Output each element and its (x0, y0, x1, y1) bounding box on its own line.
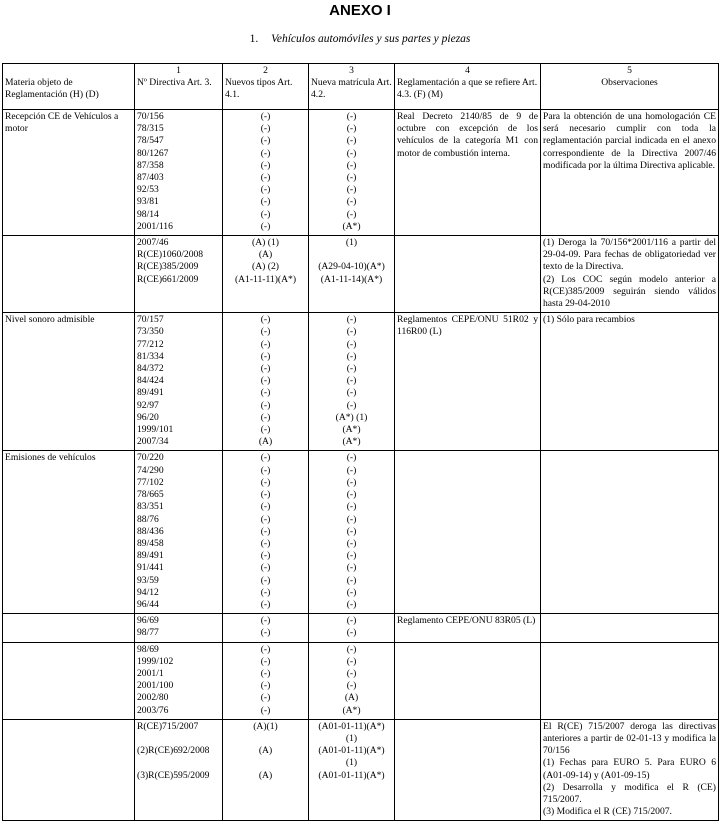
directive-number: 98/69 (137, 643, 159, 655)
directive-number: 94/12 (137, 586, 159, 598)
directive-cell (135, 236, 223, 313)
header-col5-label: Observaciones (601, 77, 658, 89)
directive-number: 2001/100 (137, 680, 174, 692)
subject-cell (3, 110, 135, 236)
directive-number: 78/315 (137, 123, 164, 135)
subject-text: Nivel sonoro admisible (5, 314, 95, 326)
new-types-cell (223, 313, 309, 451)
directive-number (137, 757, 220, 769)
directive-cell (135, 110, 223, 236)
new-registration-value: (-) (346, 655, 357, 667)
directive-number: 1999/102 (137, 655, 174, 667)
header-col1-number: 1 (176, 65, 181, 76)
table-row (3, 719, 719, 821)
directive-number: 2002/80 (137, 692, 169, 704)
directive-number (137, 733, 220, 745)
observation-text: (2) Los COC según modelo anterior a R(CE)385/2009 seguirán siendo válidos hasta 29-04-2010 (543, 273, 716, 310)
new-registration-value: (-) (346, 196, 357, 208)
observations-cell (541, 236, 719, 313)
new-types-value: (-) (260, 489, 271, 501)
new-types-value: (-) (260, 326, 271, 338)
header-observations (541, 64, 719, 110)
observation-text: (1) Fechas para EURO 5. Para EURO 6 (A01-09-14) y (A01-09-15) (543, 757, 716, 781)
regulation-cell (395, 110, 541, 236)
header-col4-number: 4 (465, 65, 470, 76)
directive-number: 2007/46 (137, 237, 169, 249)
new-registration-value: (-) (346, 338, 357, 350)
new-types-value: (-) (260, 172, 271, 184)
directive-number: 84/424 (137, 375, 164, 387)
new-registration-value: (A) (344, 692, 359, 704)
table-row (3, 110, 719, 236)
new-registration-value: (-) (346, 135, 357, 147)
new-registration-value: (A*) (342, 220, 361, 232)
new-types-value: (-) (260, 452, 271, 464)
new-types-value: (-) (260, 562, 271, 574)
new-registration-value: (-) (346, 172, 357, 184)
header-col3-label: Nueva matrícula Art. 4.2. (311, 77, 392, 101)
new-types-cell (223, 110, 309, 236)
new-registration-value: (-) (346, 387, 357, 399)
new-types-value: (-) (260, 598, 271, 610)
new-types-value: (-) (260, 208, 271, 220)
observation-text: (1) Sólo para recambios (543, 314, 635, 326)
new-types-value: (A) (258, 436, 273, 448)
observation-text: (3) Modifica el R (CE) 715/2007. (543, 806, 672, 818)
directive-number: 70/156 (137, 111, 164, 122)
new-types-value: (-) (260, 111, 271, 122)
directive-cell (135, 313, 223, 451)
header-col4-label: Reglamentación a que se refiere Art. 4.3. (F) (M) (397, 77, 538, 101)
directive-number: 91/441 (137, 562, 164, 574)
directive-number: R(CE)715/2007 (137, 720, 199, 732)
observations-cell (541, 451, 719, 614)
directive-cell (135, 451, 223, 614)
section-number: 1. (249, 33, 259, 45)
directive-number: 1999/101 (137, 424, 174, 436)
new-registration-value: (-) (346, 452, 357, 464)
directive-number: R(CE)661/2009 (137, 273, 199, 285)
directive-cell (135, 642, 223, 719)
new-types-value: (-) (260, 375, 271, 387)
new-registration-value: (1) (345, 237, 358, 249)
directive-number: 2003/76 (137, 704, 169, 716)
new-registration-value: (1) (345, 757, 358, 769)
regulation-text: Reglamento CEPE/ONU 83R05 (L) (397, 615, 536, 627)
directive-number: (3)R(CE)595/2009 (137, 769, 210, 781)
directive-number: 96/44 (137, 598, 159, 610)
header-col2-label: Nuevos tipos Art. 4.1. (225, 77, 293, 101)
directive-number: 2001/1 (137, 667, 164, 679)
new-registration-value: (-) (346, 399, 357, 411)
new-registration-cell (309, 236, 395, 313)
directive-number: R(CE)385/2009 (137, 261, 199, 273)
new-registration-value: (-) (346, 627, 357, 639)
header-regulation (395, 64, 541, 110)
new-registration-cell (309, 642, 395, 719)
new-registration-value: (-) (346, 489, 357, 501)
directive-number: 2007/34 (137, 436, 169, 448)
regulation-cell (395, 642, 541, 719)
new-registration-value: (A01-01-11)(A*) (318, 745, 385, 757)
new-registration-value: (-) (346, 111, 357, 122)
new-registration-value: (-) (346, 513, 357, 525)
directive-number: 89/491 (137, 387, 164, 399)
header-directive (135, 64, 223, 110)
header-subject (3, 64, 135, 110)
new-registration-value: (-) (346, 525, 357, 537)
subject-cell (3, 614, 135, 642)
new-types-value: (-) (260, 586, 271, 598)
directive-number: 88/76 (137, 513, 159, 525)
directive-number: 70/220 (137, 452, 164, 464)
new-registration-cell (309, 313, 395, 451)
table-row (3, 614, 719, 642)
directive-cell (135, 614, 223, 642)
header-new-registration (309, 64, 395, 110)
observations-cell (541, 110, 719, 236)
header-subject-label: Materia objeto de Reglamentación (H) (D) (5, 77, 99, 101)
new-types-value: (A) (258, 769, 273, 781)
directive-number: 77/212 (137, 338, 164, 350)
new-types-value: (-) (260, 387, 271, 399)
new-registration-value: (A*) (342, 424, 361, 436)
new-types-value: (-) (260, 537, 271, 549)
header-col2-number: 2 (263, 65, 268, 76)
new-types-value: (-) (260, 627, 271, 639)
new-types-value: (A) (258, 249, 273, 261)
regulation-text: Real Decreto 2140/85 de 9 de octubre con excepción de los vehículos de la categoría M1 con motor de combustión interna. (397, 111, 538, 159)
header-col1-label: Nº Directiva Art. 3. (137, 77, 212, 89)
directive-number: 77/102 (137, 476, 164, 488)
new-types-cell (223, 642, 309, 719)
new-types-value: (-) (260, 314, 271, 326)
new-types-cell (223, 236, 309, 313)
directive-number: 83/351 (137, 501, 164, 513)
observation-text: (1) Deroga la 70/156*2001/116 a partir del 29-04-09. Para fechas de obligatoriedad ver texto de la Directiva. (543, 237, 716, 273)
new-registration-value: (-) (346, 476, 357, 488)
directive-number: 92/97 (137, 399, 159, 411)
new-registration-value: (-) (346, 574, 357, 586)
new-types-value: (-) (260, 350, 271, 362)
new-types-value: (A) (258, 745, 273, 757)
new-registration-value (311, 249, 392, 261)
new-registration-value: (-) (346, 464, 357, 476)
new-registration-value: (-) (346, 208, 357, 220)
new-registration-value: (-) (346, 586, 357, 598)
new-registration-value: (A*) (1) (335, 411, 368, 423)
new-types-value: (-) (260, 513, 271, 525)
directive-number: 78/665 (137, 489, 164, 501)
new-types-value: (A) (1) (252, 237, 279, 249)
new-types-cell (223, 614, 309, 642)
new-registration-value: (-) (346, 680, 357, 692)
directive-cell (135, 719, 223, 821)
subject-cell (3, 313, 135, 451)
directive-number: 70/157 (137, 314, 164, 326)
regulation-table (2, 63, 719, 821)
new-registration-value: (A01-01-11)(A*) (318, 720, 385, 732)
new-registration-cell (309, 110, 395, 236)
regulation-cell (395, 451, 541, 614)
new-registration-cell (309, 719, 395, 821)
new-types-value: (-) (260, 704, 271, 716)
directive-number: 80/1267 (137, 147, 169, 159)
new-registration-value: (A01-01-11)(A*) (318, 769, 385, 781)
directive-number: R(CE)1060/2008 (137, 249, 204, 261)
annex-title: ANEXO I (329, 2, 391, 19)
regulation-text: Reglamentos CEPE/ONU 51R02 y 116R00 (L) (397, 314, 538, 338)
table-row (3, 236, 719, 313)
new-types-value: (-) (260, 680, 271, 692)
directive-number: 2001/116 (137, 220, 173, 232)
new-registration-value: (-) (346, 350, 357, 362)
directive-number: 98/14 (137, 208, 159, 220)
new-registration-value: (-) (346, 598, 357, 610)
directive-number: 73/350 (137, 326, 164, 338)
new-types-value: (-) (260, 501, 271, 513)
new-registration-value: (-) (346, 147, 357, 159)
directive-number: 74/290 (137, 464, 164, 476)
subject-text: Emisiones de vehículos (5, 452, 96, 464)
observations-cell (541, 313, 719, 451)
new-registration-value: (-) (346, 375, 357, 387)
table-row (3, 313, 719, 451)
new-registration-value: (A*) (342, 436, 361, 448)
new-registration-value: (1) (345, 732, 358, 744)
new-types-value: (-) (260, 135, 271, 147)
new-registration-value: (-) (346, 184, 357, 196)
new-types-value: (-) (260, 363, 271, 375)
subject-cell (3, 642, 135, 719)
new-types-value (225, 733, 306, 745)
observation-text: (2) Desarrolla y modifica el R (CE) 715/2007. (543, 781, 716, 805)
new-registration-value: (-) (346, 314, 357, 326)
new-types-value: (A)(1) (253, 720, 278, 732)
new-types-value: (-) (260, 550, 271, 562)
new-registration-cell (309, 614, 395, 642)
regulation-cell (395, 614, 541, 642)
table-row (3, 642, 719, 719)
subject-cell (3, 719, 135, 821)
new-registration-value: (-) (346, 615, 357, 627)
regulation-cell (395, 313, 541, 451)
new-registration-value: (-) (346, 562, 357, 574)
observation-text: Para la obtención de una homologación CE será necesario cumplir con toda la reglamentación parcial indicada en el anexo correspondiente de la Directiva 2007/46 modificada por la última Directiva aplicable. (543, 111, 716, 171)
new-registration-value: (-) (346, 537, 357, 549)
header-new-types (223, 64, 309, 110)
subject-cell (3, 451, 135, 614)
directive-number: 98/77 (137, 627, 159, 639)
directive-number: 92/53 (137, 184, 159, 196)
directive-number: 87/358 (137, 159, 164, 171)
new-types-value: (-) (260, 667, 271, 679)
new-types-value (225, 757, 306, 769)
observations-cell (541, 719, 719, 821)
new-types-value: (-) (260, 338, 271, 350)
directive-number: 81/334 (137, 350, 164, 362)
directive-number: 93/81 (137, 196, 159, 208)
new-types-value: (-) (260, 123, 271, 135)
new-types-value: (-) (260, 196, 271, 208)
directive-number: 88/436 (137, 525, 164, 537)
new-types-value: (-) (260, 692, 271, 704)
new-types-value: (-) (260, 643, 271, 655)
new-registration-value: (-) (346, 326, 357, 338)
new-types-value: (-) (260, 184, 271, 196)
directive-number: 96/69 (137, 615, 159, 627)
new-registration-value: (A*) (342, 704, 361, 716)
new-types-value: (-) (260, 399, 271, 411)
new-types-value: (-) (260, 159, 271, 171)
regulation-cell (395, 236, 541, 313)
regulation-cell (395, 719, 541, 821)
new-types-cell (223, 719, 309, 821)
new-types-value: (-) (260, 574, 271, 586)
new-registration-value: (A1-11-14)(A*) (320, 273, 383, 285)
new-registration-value: (A29-04-10)(A*) (318, 261, 385, 273)
header-col3-number: 3 (349, 65, 354, 76)
new-registration-value: (-) (346, 123, 357, 135)
new-registration-value: (-) (346, 159, 357, 171)
directive-number: 78/547 (137, 135, 164, 147)
new-types-value: (-) (260, 655, 271, 667)
directive-number: 89/458 (137, 537, 164, 549)
new-registration-value: (-) (346, 501, 357, 513)
directive-number: 89/491 (137, 550, 164, 562)
new-registration-cell (309, 451, 395, 614)
directive-number: 93/59 (137, 574, 159, 586)
directive-number: (2)R(CE)692/2008 (137, 745, 210, 757)
directive-number: 87/403 (137, 172, 164, 184)
section-heading (0, 33, 720, 45)
new-types-value: (-) (260, 464, 271, 476)
new-types-value: (-) (260, 411, 271, 423)
new-types-value: (-) (260, 476, 271, 488)
observations-cell (541, 642, 719, 719)
new-registration-value: (-) (346, 667, 357, 679)
new-types-value: (-) (260, 615, 271, 627)
new-types-cell (223, 451, 309, 614)
new-types-value: (-) (260, 147, 271, 159)
section-title: Vehículos automóviles y sus partes y piezas (271, 33, 471, 45)
new-types-value: (-) (260, 525, 271, 537)
new-registration-value: (-) (346, 363, 357, 375)
observation-text: El R(CE) 715/2007 deroga las directivas anteriores a partir de 02-01-13 y modifica la 70/156 (543, 720, 716, 757)
table-header-row (3, 64, 719, 110)
new-types-value: (A1-11-11)(A*) (234, 273, 297, 285)
subject-text: Recepción CE de Vehículos a motor (5, 111, 119, 135)
directive-number: 96/20 (137, 411, 159, 423)
directive-number: 84/372 (137, 363, 164, 375)
new-types-value: (-) (260, 424, 271, 436)
new-types-value: (-) (260, 220, 271, 232)
header-col5-number: 5 (627, 65, 632, 76)
new-registration-value: (-) (346, 550, 357, 562)
new-types-value: (A) (2) (252, 261, 279, 273)
new-registration-value: (-) (346, 643, 357, 655)
observations-cell (541, 614, 719, 642)
subject-cell (3, 236, 135, 313)
table-row (3, 451, 719, 614)
